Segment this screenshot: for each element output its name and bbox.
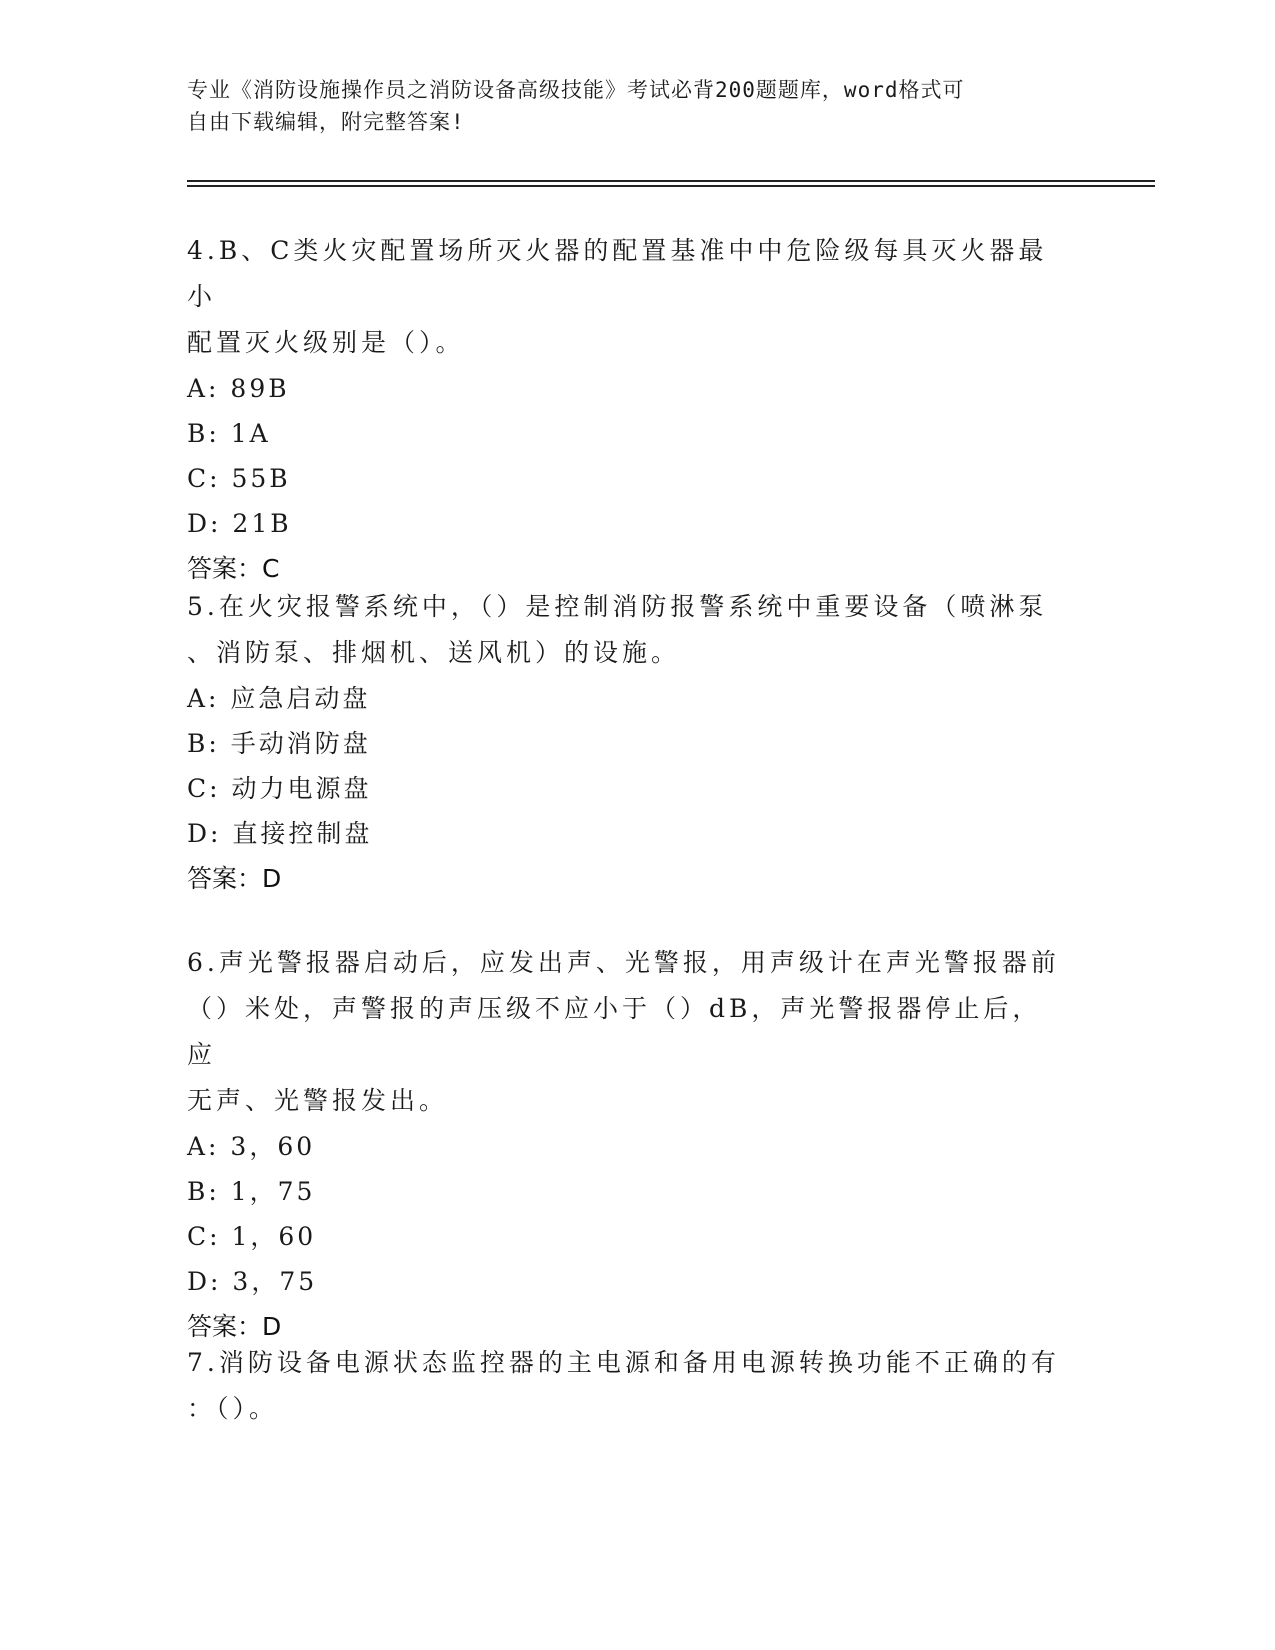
question-text-line: 5.在火灾报警系统中，（）是控制消防报警系统中重要设备（喷淋泵	[187, 592, 1048, 621]
header-divider-bottom	[187, 185, 1155, 187]
option-d: D: 21B	[187, 509, 292, 538]
answer: 答案：D	[187, 864, 282, 893]
header-divider-top	[187, 180, 1155, 182]
option-a: A: 应急启动盘	[187, 684, 371, 713]
question-7	[187, 1340, 1067, 1432]
option-d: D: 直接控制盘	[187, 819, 373, 848]
header-line-2: 自由下载编辑，附完整答案!	[187, 110, 465, 134]
option-d: D: 3，75	[187, 1267, 318, 1296]
option-c: C: 动力电源盘	[187, 774, 372, 803]
question-text-line: 配置灭火级别是（）。	[187, 328, 465, 357]
question-4	[187, 228, 1067, 592]
option-c: C: 55B	[187, 464, 291, 493]
question-text-line: 无声、光警报发出。	[187, 1086, 449, 1115]
option-a: A: 89B	[187, 374, 290, 403]
answer: 答案：C	[187, 554, 280, 583]
option-b: B: 手动消防盘	[187, 729, 371, 758]
answer: 答案：D	[187, 1312, 282, 1341]
question-6	[187, 940, 1067, 1350]
option-b: B: 1A	[187, 419, 271, 448]
question-text-line: （）米处，声警报的声压级不应小于（）dB，声光警报器停止后，应	[187, 994, 1042, 1069]
option-b: B: 1，75	[187, 1177, 316, 1206]
document-header	[187, 74, 1067, 138]
option-a: A: 3，60	[187, 1132, 316, 1161]
question-text-line: 4.B、C类火灾配置场所灭火器的配置基准中中危险级每具灭火器最小	[187, 236, 1048, 311]
option-c: C: 1，60	[187, 1222, 317, 1251]
question-text-line: 6.声光警报器启动后，应发出声、光警报，用声级计在声光警报器前	[187, 948, 1060, 977]
question-text-line: 、消防泵、排烟机、送风机）的设施。	[187, 638, 681, 667]
header-line-1: 专业《消防设施操作员之消防设备高级技能》考试必背200题题库，word格式可	[187, 78, 965, 102]
question-text-line: ：（）。	[187, 1394, 279, 1423]
question-5	[187, 584, 1067, 902]
question-text-line: 7.消防设备电源状态监控器的主电源和备用电源转换功能不正确的有	[187, 1348, 1060, 1377]
